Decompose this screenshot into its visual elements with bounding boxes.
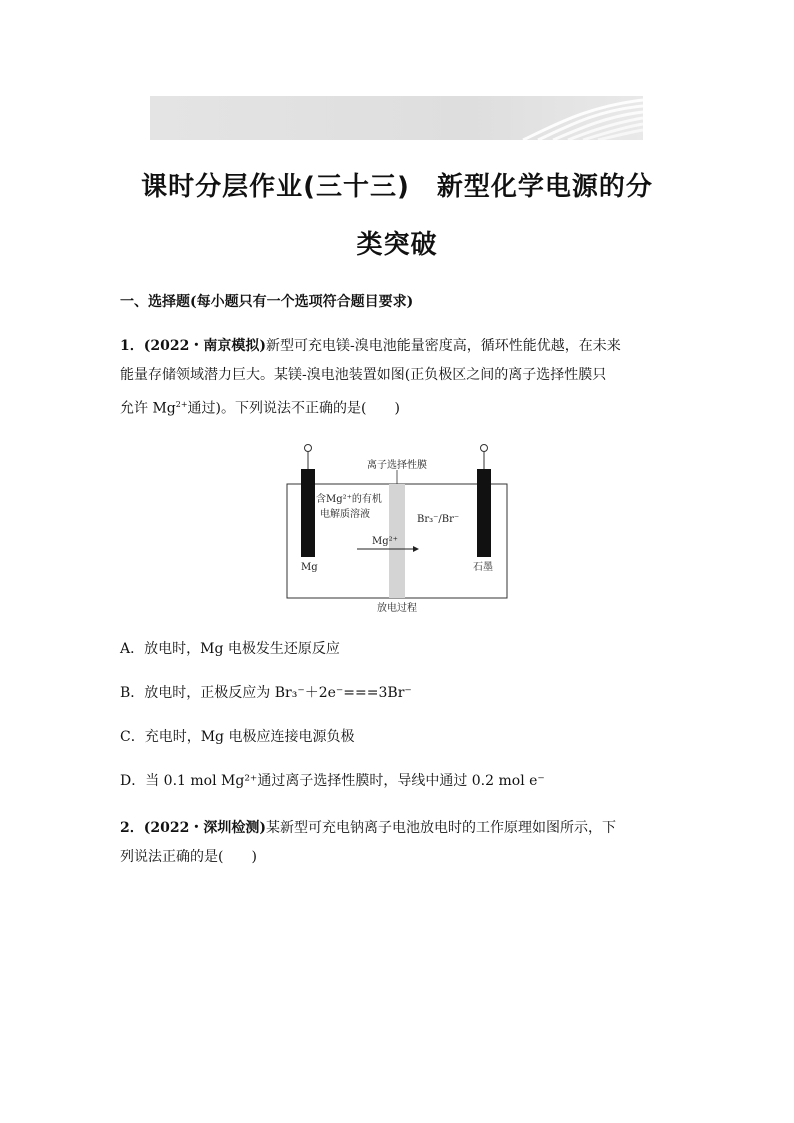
membrane-label: 离子选择性膜 xyxy=(367,460,427,471)
ion-label: Mg²⁺ xyxy=(372,536,398,547)
redox-couple-label: Br₃⁻/Br⁻ xyxy=(417,514,460,525)
electrolyte-label-line2: 电解质溶液 xyxy=(320,509,370,520)
question-2 xyxy=(120,814,680,872)
question-2-source: (2022・深圳检测) xyxy=(143,820,266,836)
header-banner xyxy=(150,96,643,140)
question-2-number: 2． xyxy=(120,820,144,836)
page-title-continued: 类突破 xyxy=(356,230,438,260)
section-heading-label: 一、选择题 xyxy=(120,294,190,310)
question-2-text: 某新型可充电钠离子电池放电时的工作原理如图所示，下 xyxy=(265,820,616,836)
question-1-number: 1． xyxy=(120,338,144,354)
option-c: C．充电时，Mg 电极应连接电源负极 xyxy=(120,729,355,745)
question-1-text-line3: 允许 Mg xyxy=(120,400,176,417)
graphite-electrode xyxy=(477,469,491,557)
arrow-head-icon xyxy=(413,546,419,552)
electrolyte-label: 含Mg²⁺的有机 xyxy=(316,494,382,505)
option-d: D．当 0.1 mol Mg²⁺通过离子选择性膜时，导线中通过 0.2 mol e⁻ xyxy=(120,773,545,789)
graphite-electrode-label: 石墨 xyxy=(473,562,493,573)
option-a: A．放电时，Mg 电极发生还原反应 xyxy=(120,641,340,657)
superscript: 2+ xyxy=(175,400,188,409)
decorative-swoosh-icon xyxy=(493,96,643,140)
figure-caption: 放电过程 xyxy=(377,603,417,614)
question-1-text-line2: 能量存储领域潜力巨大。某镁-溴电池装置如图(正负极区之间的离子选择性膜只 xyxy=(120,367,607,383)
battery-diagram xyxy=(285,440,515,615)
question-1-text: 新型可充电镁-溴电池能量密度高，循环性能优越，在未来 xyxy=(265,338,621,354)
option-b: B．放电时，正极反应为 Br₃⁻＋2e⁻===3Br⁻ xyxy=(120,685,412,701)
section-heading-note: (每小题只有一个选项符合题目要求) xyxy=(190,294,414,310)
mg-electrode-label: Mg xyxy=(301,562,318,573)
mg-electrode xyxy=(301,469,315,557)
question-2-text-line2: 列说法正确的是( ) xyxy=(120,849,257,865)
question-1-source: (2022・南京模拟) xyxy=(143,338,266,354)
question-1-text-line3-end: 通过)。下列说法不正确的是( ) xyxy=(187,400,400,417)
terminal-left xyxy=(305,445,312,452)
section-heading xyxy=(120,291,413,311)
page-title: 课时分层作业(三十三) 新型化学电源的分 xyxy=(141,172,653,202)
terminal-right xyxy=(481,445,488,452)
question-1 xyxy=(120,332,680,424)
